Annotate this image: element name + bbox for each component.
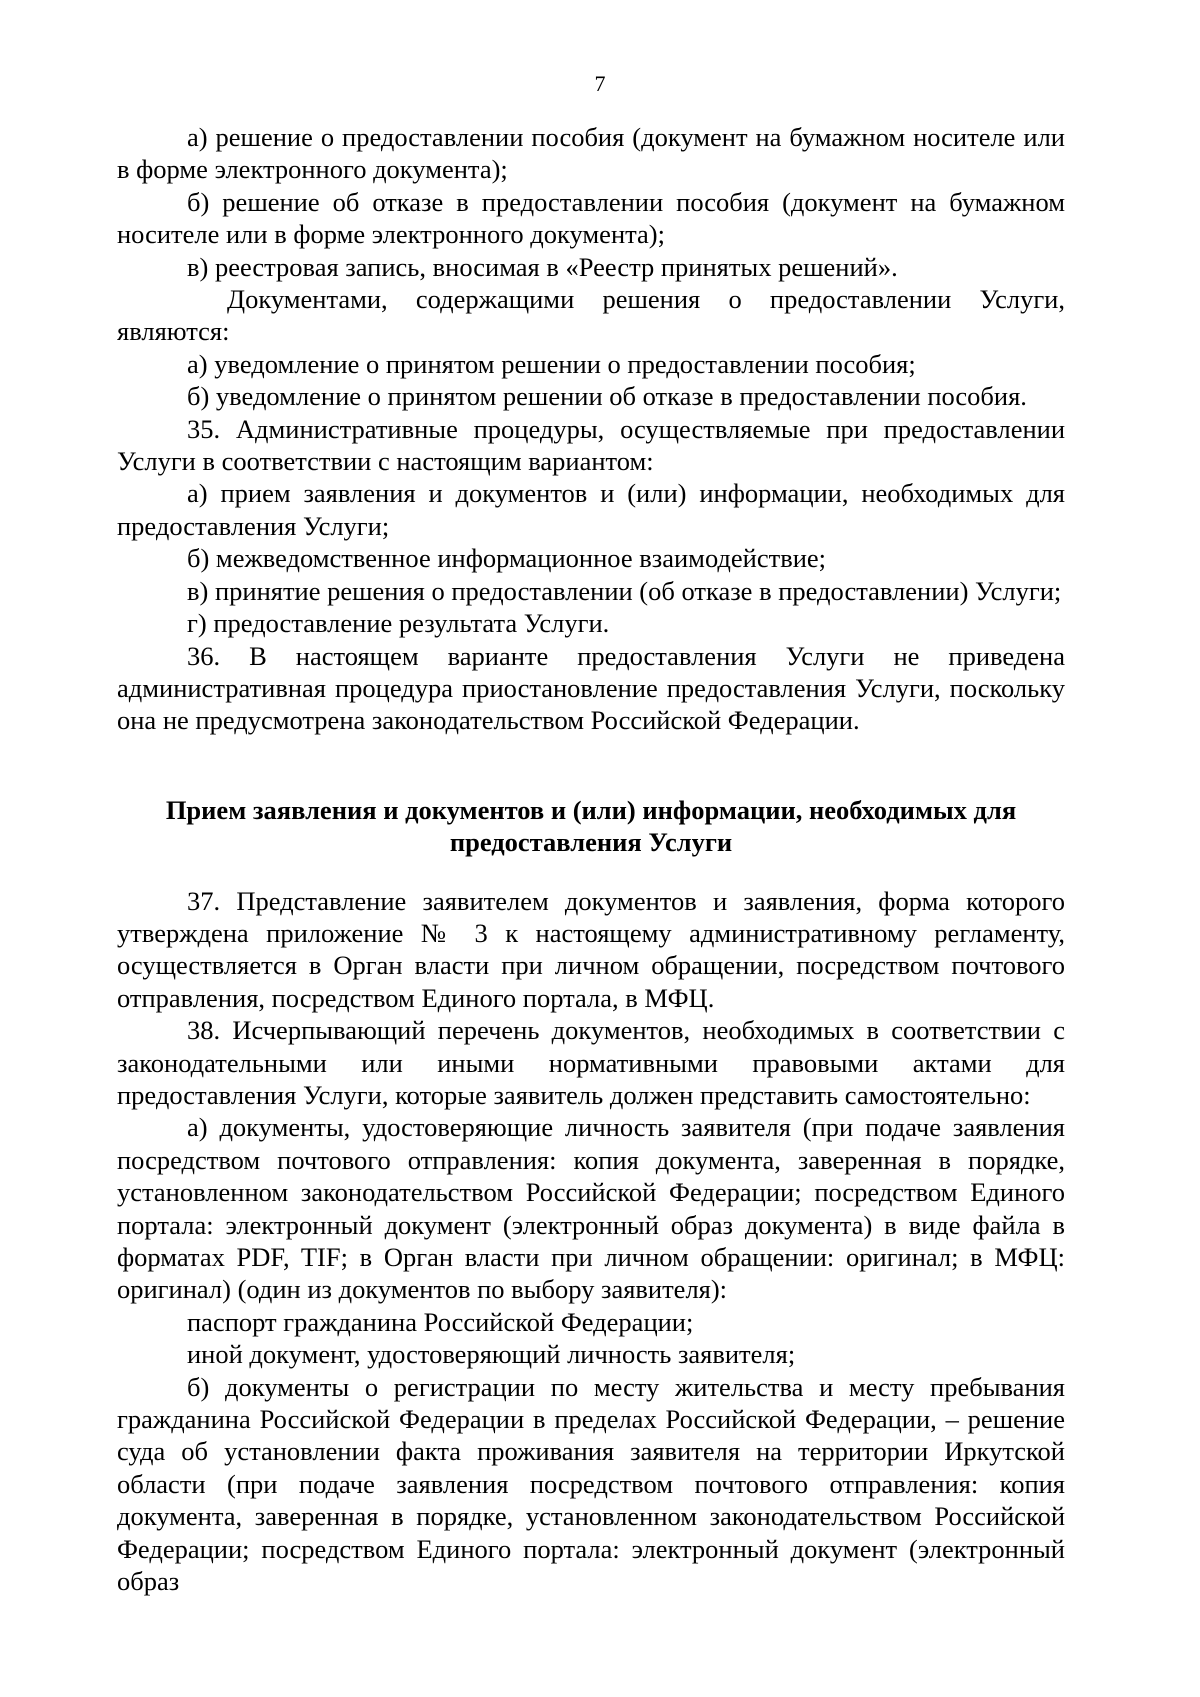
paragraph: б) решение об отказе в предоставлении пособия (документ на бумажном носителе или в форме электронного документа); bbox=[117, 186, 1065, 250]
section-heading-line-2: предоставления Услуги bbox=[449, 827, 733, 858]
paragraph: б) уведомление о принятом решении об отказе в предоставлении пособия. bbox=[187, 381, 1027, 412]
paragraph: а) решение о предоставлении пособия (документ на бумажном носителе или в форме электронного документа); bbox=[117, 122, 1065, 185]
section-heading-line-1: Прием заявления и документов и (или) информации, необходимых для bbox=[165, 794, 1017, 825]
paragraph-group-bottom bbox=[117, 885, 1065, 1598]
page-number: 7 bbox=[594, 71, 606, 96]
paragraph: в) реестровая запись, вносимая в «Реестр принятых решений». bbox=[187, 251, 898, 282]
paragraph: 36. В настоящем варианте предоставления Услуги не приведена административная процедура приостановление предоставления Услуги, поскольку она не предусмотрена законодательством Российской Федерации. bbox=[117, 640, 1065, 736]
paragraph: б) документы о регистрации по месту жительства и месту пребывания гражданина Российской Федерации в пределах Российской Федерации, – решение суда об установлении факта проживания заявителя на территории Иркутской области (при подаче заявления посредством почтового отправления: копия документа, заверенная в порядке, установленном законодательством Российской Федерации; посредством Единого портала: электронный документ (электронный образ bbox=[117, 1371, 1065, 1597]
paragraph-group-top bbox=[117, 121, 1065, 737]
paragraph: 37. Представление заявителем документов и заявления, форма которого утверждена приложение № 3 к настоящему административному регламенту, осуществляется в Орган власти при личном обращении, посредством почтового отправления, посредством Единого портала, в МФЦ. bbox=[117, 885, 1065, 1013]
paragraph: б) межведомственное информационное взаимодействие; bbox=[187, 543, 827, 574]
paragraph: г) предоставление результата Услуги. bbox=[187, 608, 610, 639]
paragraph: а) прием заявления и документов и (или) информации, необходимых для предоставления Услуги; bbox=[117, 478, 1065, 541]
paragraph: а) документы, удостоверяющие личность заявителя (при подаче заявления посредством почтового отправления: копия документа, заверенная в порядке, установленном законодательством Российской Федерации; посредством Единого портала: электронный документ (электронный образ документа) в виде файла в форматах PDF, TIF; в Орган власти при личном обращении: оригинал; в МФЦ: оригинал) (один из документов по выбору заявителя): bbox=[117, 1112, 1065, 1305]
section-heading bbox=[117, 794, 1065, 859]
paragraph: иной документ, удостоверяющий личность заявителя; bbox=[187, 1339, 796, 1370]
paragraph: в) принятие решения о предоставлении (об отказе в предоставлении) Услуги; bbox=[187, 575, 1062, 606]
paragraph: 35. Административные процедуры, осуществляемые при предоставлении Услуги в соответствии с настоящим вариантом: bbox=[117, 413, 1065, 477]
document-body bbox=[117, 121, 1065, 1597]
paragraph: паспорт гражданина Российской Федерации; bbox=[187, 1306, 694, 1337]
paragraph: 38. Исчерпывающий перечень документов, необходимых в соответствии с законодательными или иными нормативными правовыми актами для предоставления Услуги, которые заявитель должен представить самостоятельно: bbox=[117, 1015, 1065, 1110]
paragraph: Документами, содержащими решения о предоставлении Услуги, являются: bbox=[117, 284, 1065, 347]
paragraph: а) уведомление о принятом решении о предоставлении пособия; bbox=[187, 348, 916, 379]
